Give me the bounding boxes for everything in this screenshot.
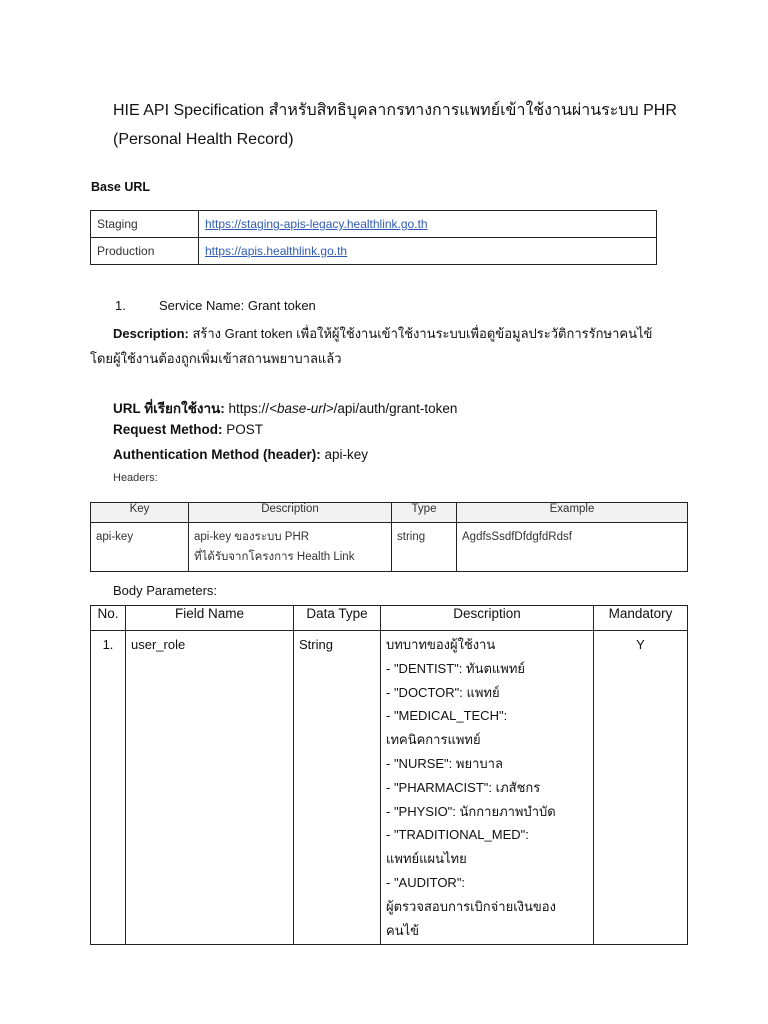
headers-label: Headers: [113,472,158,484]
env-cell: Production [91,238,199,265]
headers-table [90,502,688,572]
header-key-cell: api-key [91,523,189,572]
column-header: Description [189,503,392,523]
field-name-cell: user_role [126,631,294,945]
document-title [113,96,713,154]
method-value: POST [226,422,264,437]
service-number: 1. [115,298,126,313]
column-header: Data Type [294,606,381,631]
service-name [115,298,316,313]
header-type-cell: string [392,523,457,572]
description-line: บทบาทของผู้ใช้งาน [386,637,496,652]
data-type-cell: String [294,631,381,945]
body-parameters-label: Body Parameters: [113,583,218,598]
table-row [91,211,657,238]
column-header: Type [392,503,457,523]
header-example-cell: AgdfsSsdfDfdgfdRdsf [457,523,688,572]
column-header: Field Name [126,606,294,631]
table-row [91,238,657,265]
description-line: - "PHARMACIST": เภสัชกร [386,779,541,795]
column-header: No. [91,606,126,631]
field-description-cell [381,631,594,945]
url-prefix: https:// [228,401,270,416]
column-header: Mandatory [594,606,688,631]
url-line [113,397,457,419]
description-line: - "AUDITOR": [386,874,466,890]
url-label: URL ที่เรียกใช้งาน: [113,401,225,416]
title-line-2: (Personal Health Record) [113,131,294,148]
method-line [113,422,263,437]
url-suffix: /api/auth/grant-token [333,401,458,416]
auth-line [113,447,368,462]
title-line-1: HIE API Specification สำหรับสิทธิบุคลากรทางการแพทย์เข้าใช้งานผ่านระบบ PHR [113,102,677,119]
description-line: - "PHYSIO": นักกายภาพบำบัด [386,803,556,819]
service-name-text: Service Name: Grant token [159,298,316,313]
url-placeholder: <base-url> [269,401,334,416]
base-url-table [90,210,657,265]
staging-url-link[interactable]: https://staging-apis-legacy.healthlink.go.th [199,211,657,238]
description-line: - "TRADITIONAL_MED": [386,827,529,843]
column-header: Key [91,503,189,523]
production-url-link[interactable]: https://apis.healthlink.go.th [199,238,657,265]
description-line: - "NURSE": พยาบาล [386,755,503,771]
service-description [90,321,670,371]
table-row [91,631,688,945]
body-parameters-table [90,605,688,945]
description-line: api-key ของระบบ PHR [194,531,310,543]
env-cell: Staging [91,211,199,238]
description-text: สร้าง Grant token เพื่อให้ผู้ใช้งานเข้าใช้งานระบบเพื่อดูข้อมูลประวัติการรักษาคนไข้ โดยผู้ใช้งานต้องถูกเพิ่มเข้าสถานพยาบาลแล้ว [90,326,653,366]
auth-label: Authentication Method (header): [113,447,321,462]
description-line: - "MEDICAL_TECH": [386,708,508,724]
description-line: ที่ได้รับจากโครงการ Health Link [194,551,355,563]
mandatory-cell: Y [594,631,688,945]
description-line: - "DENTIST": ทันตแพทย์ [386,660,526,676]
header-description-cell [189,523,392,572]
description-label: Description: [113,326,189,341]
table-header-row [91,503,688,523]
column-header: Description [381,606,594,631]
description-line: - "DOCTOR": แพทย์ [386,684,500,700]
table-header-row [91,606,688,631]
row-number-cell: 1. [91,631,126,945]
description-line: ผู้ตรวจสอบการเบิกจ่ายเงินของคนไข้ [386,898,556,938]
description-line: เทคนิคการแพทย์ [386,732,481,748]
auth-value: api-key [324,447,369,462]
table-row [91,523,688,572]
method-label: Request Method: [113,422,223,437]
description-line: แพทย์แผนไทย [386,851,467,867]
column-header: Example [457,503,688,523]
base-url-heading: Base URL [91,180,151,194]
